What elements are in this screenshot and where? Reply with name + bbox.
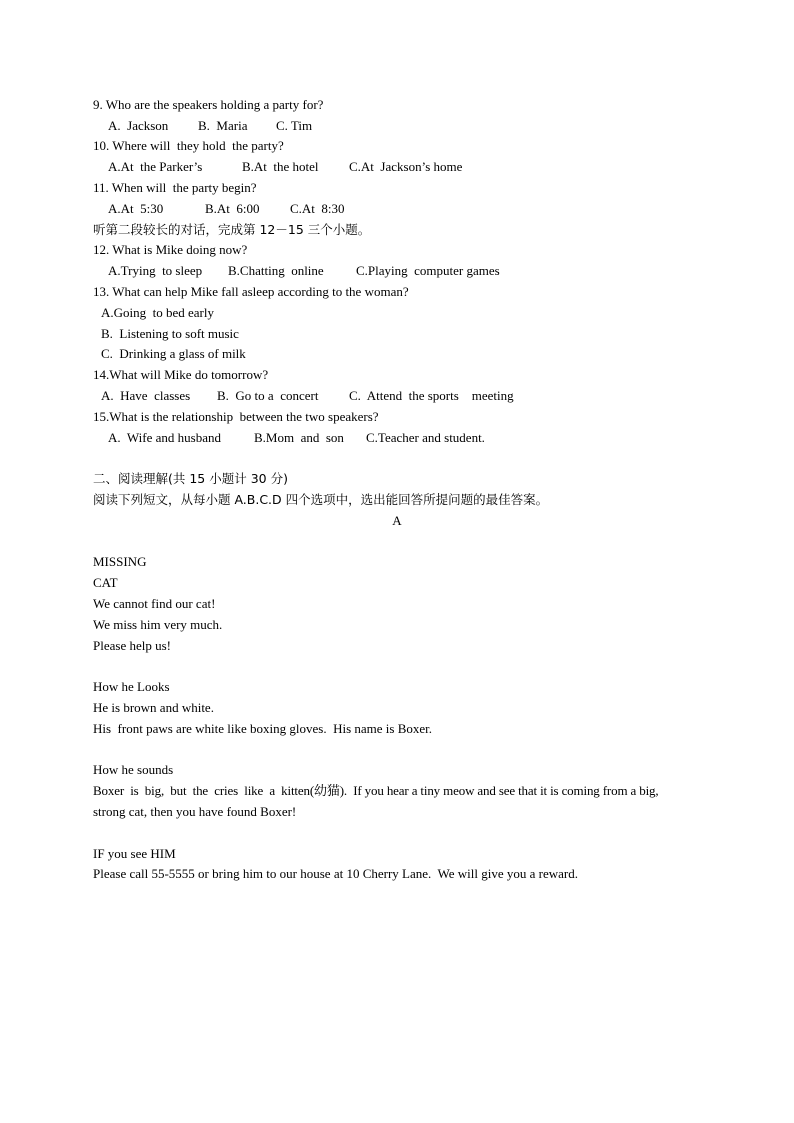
question-15-stem: 15.What is the relationship between the two speakers? [93, 409, 379, 424]
question-12-stem: 12. What is Mike doing now? [93, 242, 248, 257]
question-9-option-c: C. Tim [276, 118, 313, 133]
question-14-option-c: C. Attend the sports meeting [349, 388, 514, 403]
passage-subheading: How he Looks [93, 679, 170, 694]
passage-line: We miss him very much. [93, 617, 223, 632]
question-10-option-a: A.At the Parker’s [108, 159, 203, 174]
listening-section-note: 听第二段较长的对话，完成第 12－15 三个小题。 [93, 222, 371, 237]
passage-heading: MISSING [93, 554, 147, 569]
passage-heading: CAT [93, 575, 118, 590]
question-15-option-a: A. Wife and husband [108, 430, 221, 445]
passage-line: His front paws are white like boxing gloves. His name is Boxer. [93, 721, 433, 736]
question-9-stem: 9. Who are the speakers holding a party for? [93, 97, 324, 112]
passage-subheading: How he sounds [93, 762, 174, 777]
passage-line: We cannot find our cat! [93, 596, 216, 611]
question-10-option-b: B.At the hotel [242, 159, 319, 174]
passage-label: A [392, 513, 402, 528]
reading-instruction: 阅读下列短文，从每小题 A.B.C.D 四个选项中，选出能回答所提问题的最佳答案。 [93, 492, 549, 507]
question-14-option-b: B. Go to a concert [217, 388, 319, 403]
question-13-stem: 13. What can help Mike fall asleep according to the woman? [93, 284, 409, 299]
question-13-option-a: A.Going to bed early [101, 305, 215, 320]
question-13-option-c: C. Drinking a glass of milk [101, 346, 246, 361]
passage-line: He is brown and white. [93, 700, 214, 715]
passage-line: Boxer is big, but the cries like a kitten(幼猫). If you hear a tiny meow and see that it is coming from a big, [93, 783, 659, 798]
question-10-stem: 10. Where will they hold the party? [93, 138, 284, 153]
reading-section-title: 二、阅读理解(共 15 小题计 30 分) [93, 471, 288, 486]
question-9-option-a: A. Jackson [108, 118, 169, 133]
question-9-option-b: B. Maria [198, 118, 248, 133]
passage-line: Please help us! [93, 638, 171, 653]
question-14-stem: 14.What will Mike do tomorrow? [93, 367, 269, 382]
question-14-option-a: A. Have classes [101, 388, 191, 403]
question-12-option-c: C.Playing computer games [356, 263, 500, 278]
question-11-option-b: B.At 6:00 [205, 201, 260, 216]
passage-line: strong cat, then you have found Boxer! [93, 804, 297, 819]
passage-subheading: IF you see HIM [93, 846, 176, 861]
question-13-option-b: B. Listening to soft music [101, 326, 239, 341]
question-15-option-b: B.Mom and son [254, 430, 344, 445]
passage-line: Please call 55-5555 or bring him to our house at 10 Cherry Lane. We will give you a reward. [93, 866, 579, 881]
question-12-option-a: A.Trying to sleep [108, 263, 203, 278]
question-11-option-c: C.At 8:30 [290, 201, 345, 216]
question-15-option-c: C.Teacher and student. [366, 430, 485, 445]
question-10-option-c: C.At Jackson’s home [349, 159, 463, 174]
question-11-option-a: A.At 5:30 [108, 201, 164, 216]
question-12-option-b: B.Chatting online [228, 263, 324, 278]
question-11-stem: 11. When will the party begin? [93, 180, 257, 195]
